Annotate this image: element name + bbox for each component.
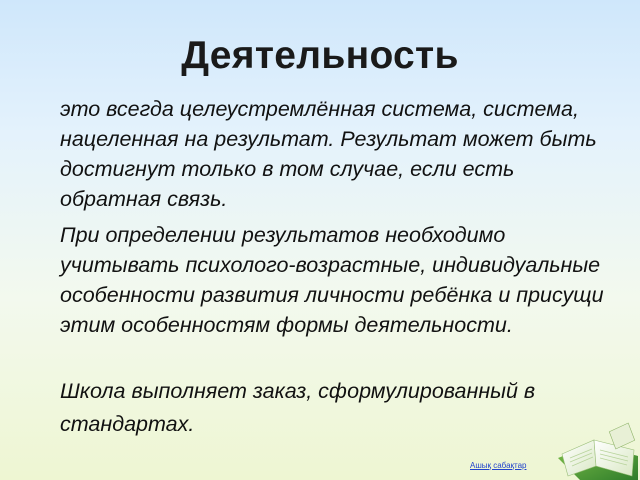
footer-link[interactable]: Ашық сабақтар [470, 461, 527, 470]
slide-title: Деятельность [181, 34, 459, 77]
paragraph-definition: это всегда целеустремлённая система, система, нацеленная на результат. Результат может быть достигнут только в том случае, если есть обратная связь. [60, 97, 597, 211]
paragraph-school: Школа выполняет заказ, сформулированный в стандартах. [60, 379, 536, 436]
open-book-icon [550, 400, 640, 480]
paragraph-results: При определении результатов необходимо учитывать психолого-возрастные, индивидуальные особенности развития личности ребёнка и присущи этим особенностям формы деятельности. [60, 223, 604, 337]
